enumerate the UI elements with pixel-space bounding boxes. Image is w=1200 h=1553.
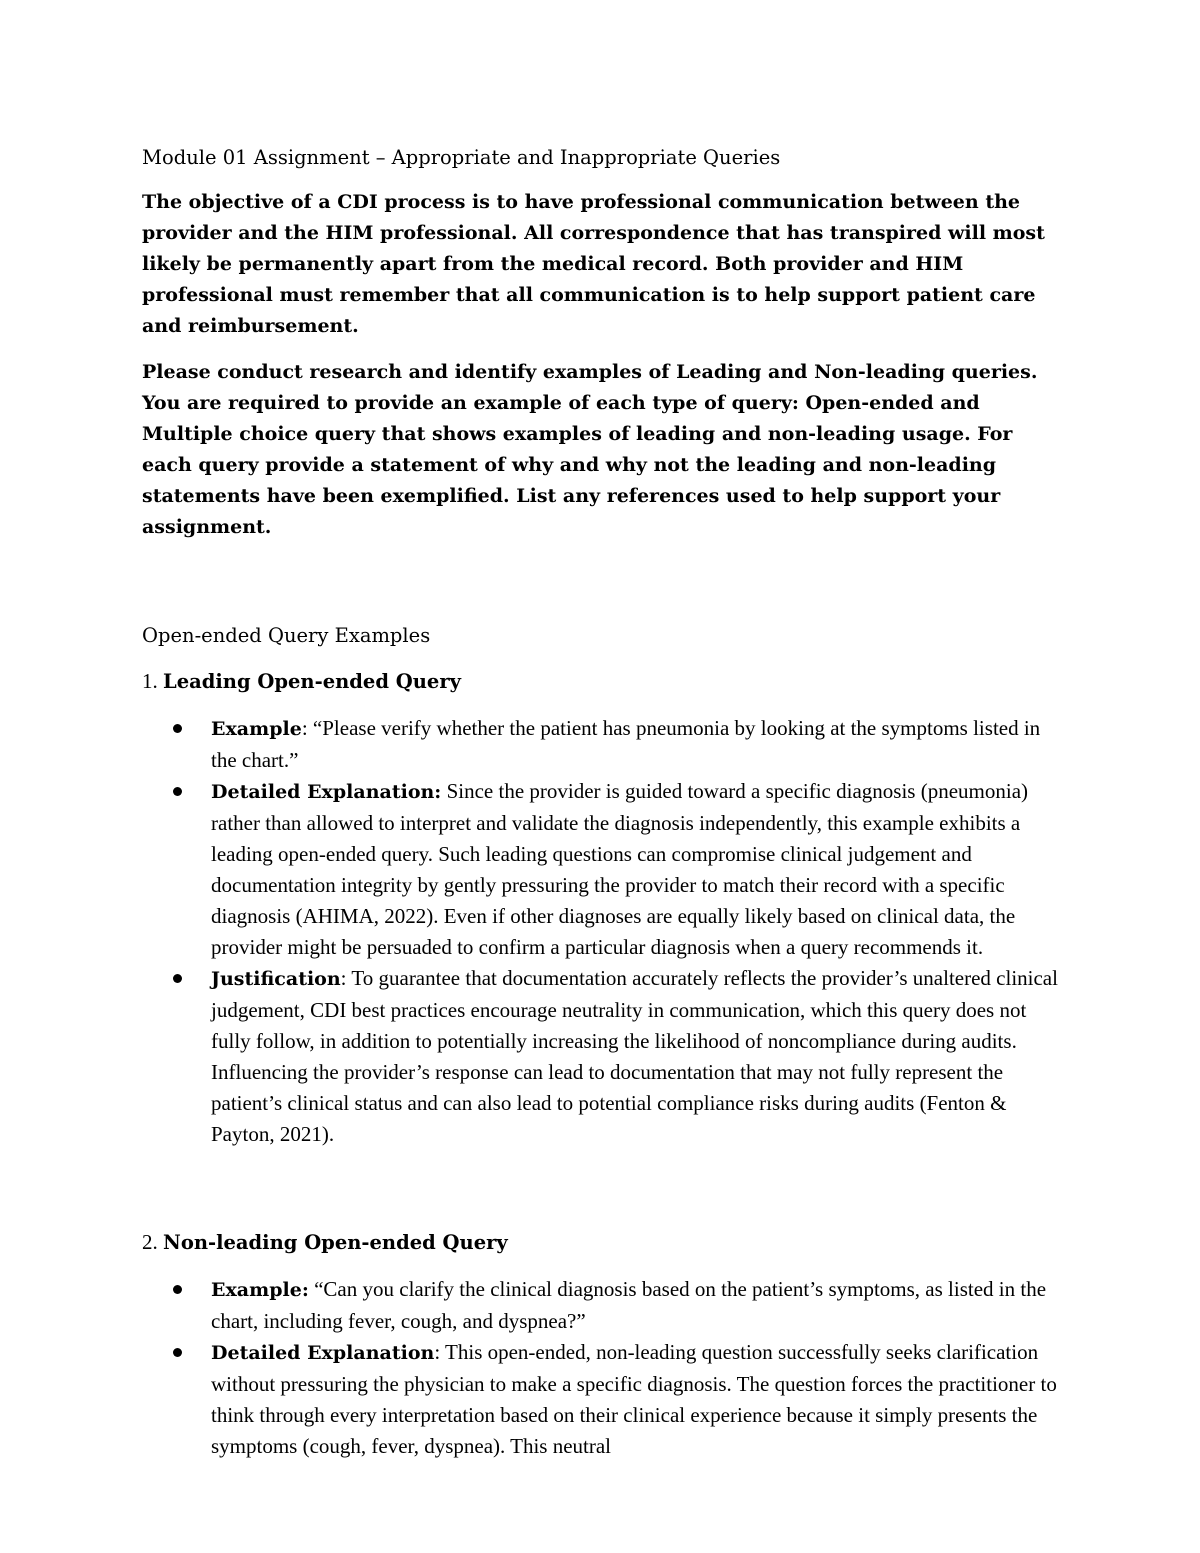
bullet-separator: : bbox=[340, 966, 347, 990]
bullet-separator: : bbox=[434, 1340, 441, 1364]
bullet-separator: : bbox=[301, 716, 308, 740]
bullet-icon bbox=[173, 1348, 182, 1357]
document-title: Module 01 Assignment – Appropriate and Inappropriate Queries bbox=[142, 146, 781, 169]
bullet-label: Detailed Explanation bbox=[211, 1342, 435, 1364]
bullet-text: “Can you clarify the clinical diagnosis based on the patient’s symptoms, as listed in the chart, including fever, cough, and dyspnea?” bbox=[211, 1277, 1047, 1333]
bullet-list bbox=[142, 713, 1062, 1150]
bullet-icon bbox=[173, 724, 182, 733]
query-heading-non-leading bbox=[142, 1227, 1062, 1258]
query-number: 2. bbox=[142, 1230, 158, 1254]
bullet-text: This open-ended, non-leading question successfully seeks clarification without pressuring the physician to make a specific diagnosis. The question forces the practitioner to think through every interpretation based on their clinical experience because it simply presents the symptoms (cough, fever, dyspnea). This neutral bbox=[211, 1340, 1057, 1458]
list-item bbox=[211, 963, 1062, 1150]
query-heading-leading bbox=[142, 666, 1062, 697]
query-number: 1. bbox=[142, 669, 158, 693]
list-item bbox=[211, 713, 1062, 776]
bullet-icon bbox=[173, 974, 182, 983]
list-item bbox=[211, 1337, 1062, 1462]
bullet-text: “Please verify whether the patient has pneumonia by looking at the symptoms listed in the chart.” bbox=[211, 716, 1041, 772]
bullet-icon bbox=[173, 1285, 182, 1294]
bullet-list bbox=[142, 1274, 1062, 1462]
bullet-text: To guarantee that documentation accurately reflects the provider’s unaltered clinical judgement, CDI best practices encourage neutrality in communication, which this query does not fully follow, in addition to potentially increasing the likelihood of noncompliance during audits. Influencing the provider’s response can lead to documentation that may not fully represent the patient’s clinical status and can also lead to potential compliance risks during audits (Fenton & Payton, 2021). bbox=[211, 966, 1058, 1146]
bullet-label: Detailed Explanation: bbox=[211, 781, 442, 803]
query-title: Leading Open-ended Query bbox=[163, 670, 461, 693]
section-heading: Open-ended Query Examples bbox=[142, 624, 431, 647]
bullet-label: Example: bbox=[211, 1279, 309, 1301]
intro-paragraph-objective: The objective of a CDI process is to have professional communication between the provider and the HIM professional. All correspondence that has transpired will most likely be permanently apart from the medical record. Both provider and HIM professional must remember that all communication is to help support patient care and reimbursement. bbox=[142, 191, 1045, 337]
query-title: Non-leading Open-ended Query bbox=[163, 1231, 508, 1254]
bullet-text: Since the provider is guided toward a specific diagnosis (pneumonia) rather than allowed to interpret and validate the diagnosis independently, this example exhibits a leading open-ended query. Such leading questions can compromise clinical judgement and documentation integrity by gently pressuring the provider to match their record with a specific diagnosis (AHIMA, 2022). Even if other diagnoses are equally likely based on clinical data, the provider might be persuaded to confirm a particular diagnosis when a query recommends it. bbox=[211, 779, 1029, 959]
list-item bbox=[211, 1274, 1062, 1337]
list-item bbox=[211, 776, 1062, 963]
document-body bbox=[142, 142, 1062, 1462]
bullet-icon bbox=[173, 787, 182, 796]
intro-paragraph-instructions: Please conduct research and identify examples of Leading and Non-leading queries. You are required to provide an example of each type of query: Open-ended and Multiple choice query that shows examples of leading and non-leading usage. For each query provide a statement of why and why not the leading and non-leading statements have been exemplified. List any references used to help support your assignment. bbox=[142, 361, 1038, 538]
bullet-label: Justification bbox=[211, 968, 341, 990]
bullet-label: Example bbox=[211, 718, 302, 740]
